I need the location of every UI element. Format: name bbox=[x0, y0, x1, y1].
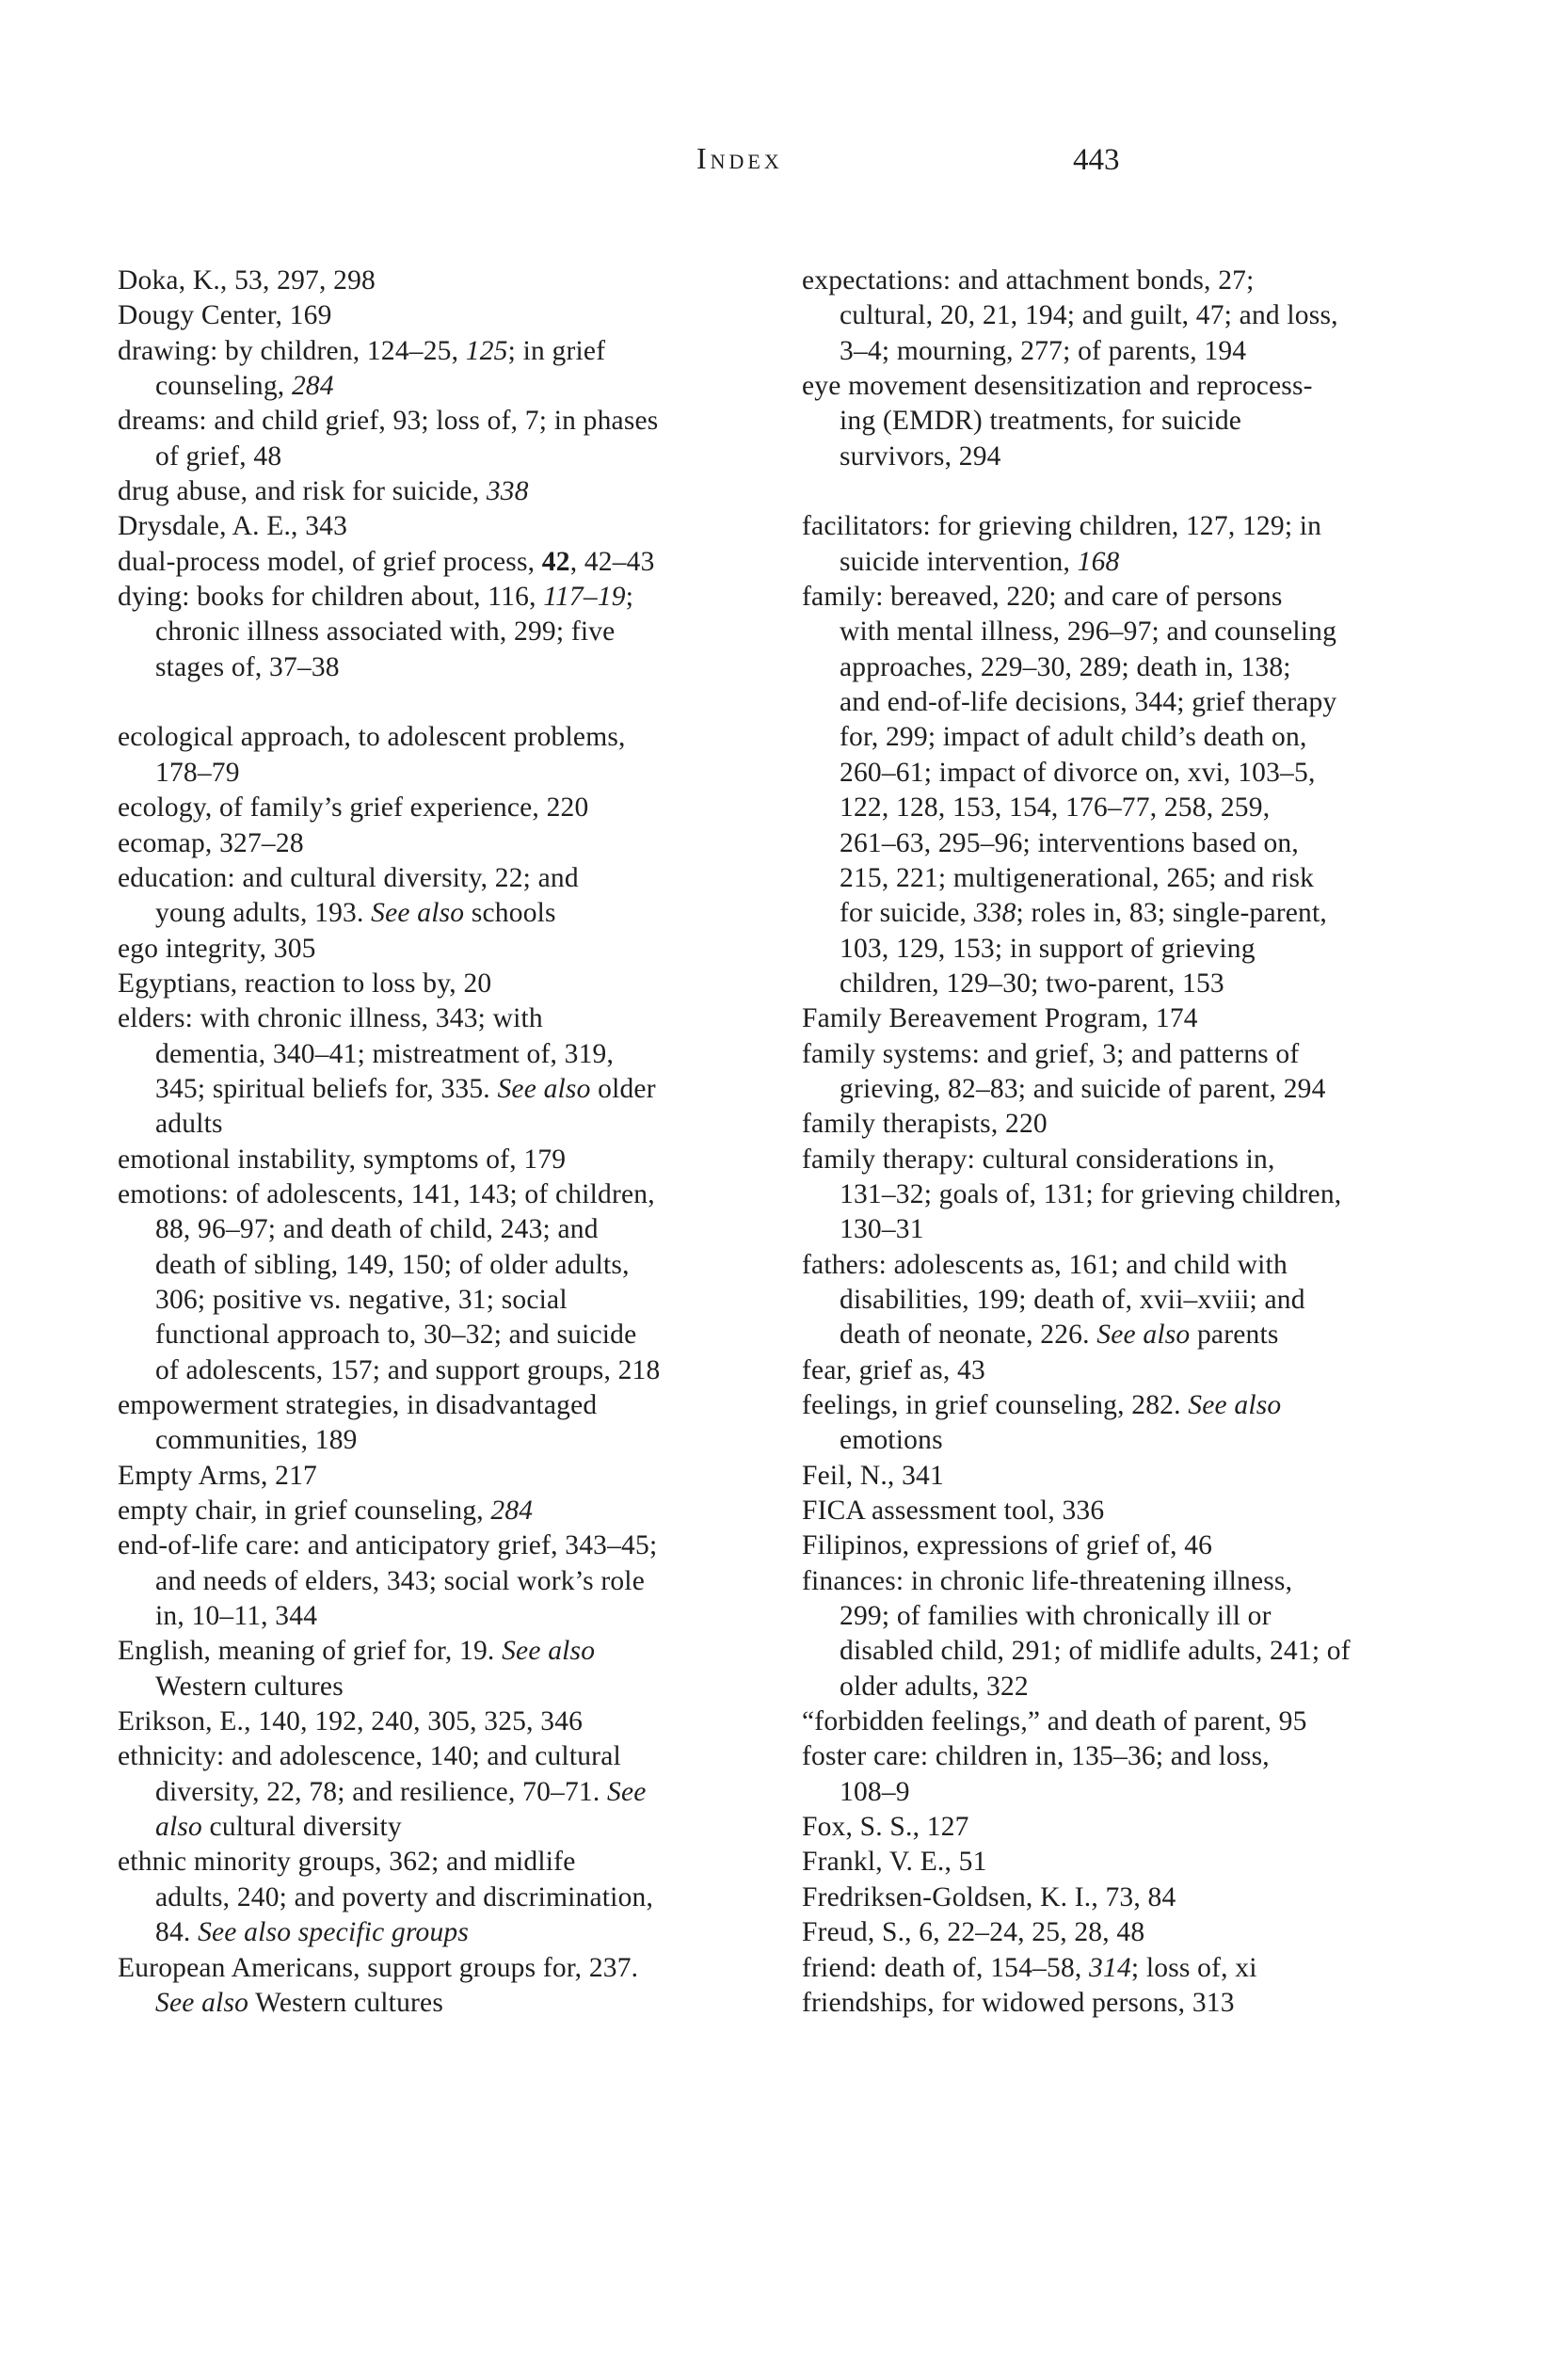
italic-text: 125 bbox=[465, 335, 508, 366]
index-line: drug abuse, and risk for suicide, 338 bbox=[118, 476, 529, 507]
index-line: emotions bbox=[840, 1425, 943, 1456]
index-line: counseling, 284 bbox=[155, 371, 334, 402]
index-line: 3–4; mourning, 277; of parents, 194 bbox=[840, 335, 1247, 366]
index-line: and needs of elders, 343; social work’s role bbox=[155, 1565, 645, 1596]
index-line: for suicide, 338; roles in, 83; single-parent, bbox=[840, 898, 1327, 929]
index-line: Doka, K., 53, 297, 298 bbox=[118, 265, 376, 296]
index-line: stages of, 37–38 bbox=[155, 651, 340, 682]
index-line: 260–61; impact of divorce on, xvi, 103–5, bbox=[840, 757, 1316, 788]
index-line: survivors, 294 bbox=[840, 440, 1001, 472]
index-line: 84. See also specific groups bbox=[155, 1917, 470, 1948]
index-line: 131–32; goals of, 131; for grieving children, bbox=[840, 1178, 1342, 1209]
index-line: approaches, 229–30, 289; death in, 138; bbox=[840, 651, 1291, 682]
index-column-left bbox=[118, 264, 772, 2021]
index-line: empowerment strategies, in disadvantaged bbox=[118, 1390, 598, 1420]
index-line: 103, 129, 153; in support of grieving bbox=[840, 933, 1256, 964]
italic-text: See also bbox=[1096, 1320, 1191, 1351]
index-line: suicide intervention, 168 bbox=[840, 546, 1120, 577]
index-line: Dougy Center, 169 bbox=[118, 300, 332, 331]
index-line: Egyptians, reaction to loss by, 20 bbox=[118, 968, 492, 999]
italic-text: See also bbox=[155, 1987, 249, 2018]
index-line: drawing: by children, 124–25, 125; in grief bbox=[118, 335, 606, 366]
index-line: older adults, 322 bbox=[840, 1671, 1029, 1702]
index-line: dying: books for children about, 116, 117–19; bbox=[118, 582, 634, 613]
index-line: ethnicity: and adolescence, 140; and cultural bbox=[118, 1741, 621, 1772]
index-line: 306; positive vs. negative, 31; social bbox=[155, 1284, 568, 1315]
index-line: empty chair, in grief counseling, 284 bbox=[118, 1496, 534, 1527]
italic-text: also bbox=[155, 1812, 202, 1843]
index-column-right bbox=[802, 264, 1456, 2021]
index-line: FICA assessment tool, 336 bbox=[802, 1496, 1105, 1527]
index-line: expectations: and attachment bonds, 27; bbox=[802, 265, 1255, 296]
index-line: Feil, N., 341 bbox=[802, 1460, 944, 1491]
index-line: of adolescents, 157; and support groups, 218 bbox=[155, 1354, 661, 1385]
index-line: emotional instability, symptoms of, 179 bbox=[118, 1144, 567, 1175]
index-line: chronic illness associated with, 299; five bbox=[155, 616, 616, 648]
index-line: English, meaning of grief for, 19. See also bbox=[118, 1636, 596, 1667]
index-line: finances: in chronic life-threatening illness, bbox=[802, 1565, 1293, 1596]
italic-text: See also bbox=[371, 898, 465, 929]
index-line: ethnic minority groups, 362; and midlife bbox=[118, 1847, 576, 1878]
index-line: friend: death of, 154–58, 314; loss of, xi bbox=[802, 1952, 1257, 1983]
italic-text: See bbox=[607, 1776, 647, 1807]
index-line: 108–9 bbox=[840, 1776, 910, 1807]
index-line: 122, 128, 153, 154, 176–77, 258, 259, bbox=[840, 792, 1271, 824]
index-line: 299; of families with chronically ill or bbox=[840, 1601, 1272, 1632]
index-line: Western cultures bbox=[155, 1671, 344, 1702]
index-line: diversity, 22, 78; and resilience, 70–71. See bbox=[155, 1776, 647, 1807]
index-columns bbox=[118, 264, 1456, 2021]
index-line: family therapists, 220 bbox=[802, 1109, 1048, 1140]
index-line: Frankl, V. E., 51 bbox=[802, 1847, 987, 1878]
index-line: Fox, S. S., 127 bbox=[802, 1812, 969, 1843]
italic-text: 314 bbox=[1089, 1952, 1131, 1983]
index-line: of grief, 48 bbox=[155, 440, 282, 472]
index-line: family systems: and grief, 3; and patterns of bbox=[802, 1038, 1300, 1069]
index-line: 178–79 bbox=[155, 757, 240, 788]
italic-text: See also bbox=[497, 1073, 591, 1104]
index-line: dreams: and child grief, 93; loss of, 7; in phases bbox=[118, 406, 659, 437]
index-line: education: and cultural diversity, 22; and bbox=[118, 862, 579, 893]
index-line: Freud, S., 6, 22–24, 25, 28, 48 bbox=[802, 1917, 1145, 1948]
index-line: Fredriksen-Goldsen, K. I., 73, 84 bbox=[802, 1881, 1176, 1912]
italic-text: 338 bbox=[486, 476, 529, 507]
index-line: Filipinos, expressions of grief of, 46 bbox=[802, 1530, 1213, 1561]
index-line: family: bereaved, 220; and care of persons bbox=[802, 582, 1283, 613]
italic-text: See also bbox=[1188, 1390, 1282, 1420]
index-line: ecomap, 327–28 bbox=[118, 827, 304, 858]
italic-text: 117–19 bbox=[543, 582, 626, 613]
italic-text: 168 bbox=[1077, 546, 1120, 577]
italic-text: See also bbox=[502, 1636, 596, 1667]
index-line: “forbidden feelings,” and death of parent, 95 bbox=[802, 1706, 1307, 1737]
index-line: and end-of-life decisions, 344; grief therapy bbox=[840, 687, 1337, 718]
index-line: Empty Arms, 217 bbox=[118, 1460, 317, 1491]
index-line: ecology, of family’s grief experience, 220 bbox=[118, 792, 589, 824]
index-line: adults, 240; and poverty and discrimination, bbox=[155, 1881, 654, 1912]
index-line: European Americans, support groups for, 237. bbox=[118, 1952, 639, 1983]
index-line: for, 299; impact of adult child’s death on, bbox=[840, 722, 1307, 753]
index-line: family therapy: cultural considerations in, bbox=[802, 1144, 1275, 1175]
index-line: fear, grief as, 43 bbox=[802, 1354, 985, 1385]
index-line: also cultural diversity bbox=[155, 1812, 402, 1843]
italic-text: 284 bbox=[291, 371, 334, 402]
index-line-spacer bbox=[118, 685, 772, 720]
index-line: 88, 96–97; and death of child, 243; and bbox=[155, 1214, 599, 1245]
index-line: 130–31 bbox=[840, 1214, 924, 1245]
index-line: grieving, 82–83; and suicide of parent, 294 bbox=[840, 1073, 1326, 1104]
index-line: dementia, 340–41; mistreatment of, 319, bbox=[155, 1038, 615, 1069]
index-line: 215, 221; multigenerational, 265; and risk bbox=[840, 862, 1315, 893]
index-line: See also Western cultures bbox=[155, 1987, 444, 2018]
index-line: foster care: children in, 135–36; and loss, bbox=[802, 1741, 1270, 1772]
index-line: emotions: of adolescents, 141, 143; of children, bbox=[118, 1178, 655, 1209]
index-line: functional approach to, 30–32; and suicide bbox=[155, 1320, 637, 1351]
index-line: facilitators: for grieving children, 127, 129; in bbox=[802, 511, 1322, 542]
bold-page-ref: 42 bbox=[541, 546, 570, 577]
index-line: feelings, in grief counseling, 282. See also bbox=[802, 1390, 1282, 1420]
index-line: elders: with chronic illness, 343; with bbox=[118, 1003, 543, 1034]
index-line: death of neonate, 226. See also parents bbox=[840, 1320, 1279, 1351]
index-line: eye movement desensitization and reprocess- bbox=[802, 371, 1313, 402]
index-line: ego integrity, 305 bbox=[118, 933, 316, 964]
index-line: dual-process model, of grief process, 42, 42–43 bbox=[118, 546, 655, 577]
index-line: ing (EMDR) treatments, for suicide bbox=[840, 406, 1242, 437]
italic-text: 284 bbox=[490, 1496, 534, 1527]
index-line: Family Bereavement Program, 174 bbox=[802, 1003, 1198, 1034]
index-line: communities, 189 bbox=[155, 1425, 358, 1456]
page-number: 443 bbox=[1073, 143, 1120, 177]
index-line: Drysdale, A. E., 343 bbox=[118, 511, 348, 542]
index-line: Erikson, E., 140, 192, 240, 305, 325, 346 bbox=[118, 1706, 584, 1737]
index-line: young adults, 193. See also schools bbox=[155, 898, 556, 929]
index-line: cultural, 20, 21, 194; and guilt, 47; and loss, bbox=[840, 300, 1338, 331]
index-line: in, 10–11, 344 bbox=[155, 1601, 318, 1632]
index-line: 345; spiritual beliefs for, 335. See also older bbox=[155, 1073, 656, 1104]
index-line: friendships, for widowed persons, 313 bbox=[802, 1987, 1235, 2018]
index-line: children, 129–30; two-parent, 153 bbox=[840, 968, 1224, 999]
index-line: death of sibling, 149, 150; of older adults, bbox=[155, 1249, 630, 1280]
index-line: fathers: adolescents as, 161; and child with bbox=[802, 1249, 1288, 1280]
index-line: disabilities, 199; death of, xvii–xviii; and bbox=[840, 1284, 1305, 1315]
index-line: adults bbox=[155, 1109, 223, 1140]
index-line-spacer bbox=[802, 474, 1456, 509]
index-line: with mental illness, 296–97; and counseling bbox=[840, 616, 1337, 648]
italic-text: See also specific groups bbox=[198, 1917, 470, 1948]
italic-text: 338 bbox=[973, 898, 1016, 929]
index-line: end-of-life care: and anticipatory grief, 343–45; bbox=[118, 1530, 658, 1561]
index-line: 261–63, 295–96; interventions based on, bbox=[840, 827, 1299, 858]
page-header-title: Index bbox=[696, 141, 783, 175]
index-line: disabled child, 291; of midlife adults, 241; of bbox=[840, 1636, 1351, 1667]
index-line: ecological approach, to adolescent problems, bbox=[118, 722, 626, 753]
